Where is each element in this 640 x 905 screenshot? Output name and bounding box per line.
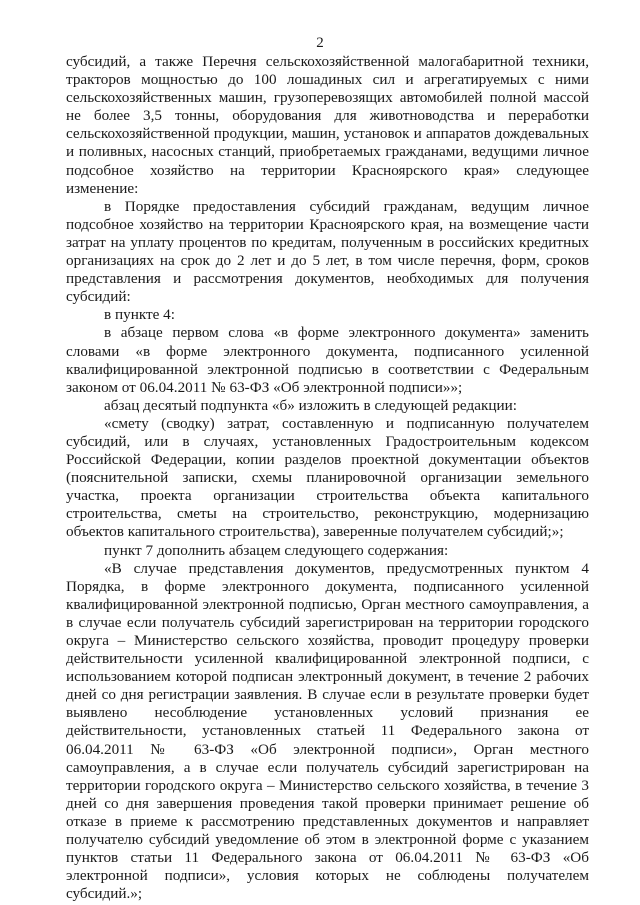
document-body [66, 53, 589, 903]
paragraph-first-abzac-change: в абзаце первом слова «в форме электронного документа» заменить словами «в форме электронного документа, подписанного усиленной квалифицированной электронной подписью в соответствии с Федеральным законом от 06.04.2011 № 63-ФЗ «Об электронной подписи»»; [66, 324, 589, 396]
paragraph-clause-4-heading: в пункте 4: [104, 306, 175, 324]
page-number: 2 [316, 35, 324, 51]
paragraph-continuation: субсидий, а также Перечня сельскохозяйственной малогабаритной техники, тракторов мощностью до 100 лошадиных сил и агрегатируемых с ними сельскохозяйственных машин, грузоперевозящих автомобилей полной массой не более 3,5 тонны, оборудования для животноводства и переработки сельскохозяйственной продукции, машин, установок и аппаратов дождевальных и поливных, насосных станций, приобретаемых гражданами, ведущими личное подсобное хозяйство на территории Красноярского края» следующее изменение: [66, 53, 589, 197]
paragraph-clause-7-text: «В случае представления документов, предусмотренных пунктом 4 Порядка, в форме электронного документа, подписанного усиленной квалифицированной электронной подписью, Орган местного самоуправления, а в случае если получатель субсидий зарегистрирован на территории городского округа – Министерство сельского хозяйства, проводит процедуру проверки действительности усиленной квалифицированной электронной подписи, с использованием которой подписан электронный документ, в течение 2 рабочих дней со дня регистрации заявления. В случае если в результате проверки будет выявлено несоблюдение установленных условий признания ее действительности, установленных статьей 11 Федерального закона от 06.04.2011 № 63-ФЗ «Об электронной подписи», Орган местного самоуправления, а в случае если получатель субсидий зарегистрирован на территории городского округа – Министерство сельского хозяйства, в течение 3 дней со дня завершения проведения такой проверки принимает решение об отказе в приеме к рассмотрению представленных документов и направляет получателю субсидий уведомление об этом в электронной форме с указанием пунктов статьи 11 Федерального закона от 06.04.2011 № 63-ФЗ «Об электронной подписи», условия которых не соблюдены получателем субсидий.»; [66, 559, 589, 903]
paragraph-estimate-text: «смету (сводку) затрат, составленную и подписанную получателем субсидий, или в случаях, установленных Градостроительным кодексом Российской Федерации, копии разделов проектной документации объектов (пояснительной записки, схемы планировочной организации земельного участка, проекта организации строительства объекта капитального строительства, сметы на строительство, реконструкцию, модернизацию объектов капитального строительства), заверенные получателем субсидий;»; [66, 414, 589, 541]
paragraph-clause-7-heading: пункт 7 дополнить абзацем следующего содержания: [104, 541, 449, 559]
paragraph-procedure: в Порядке предоставления субсидий гражданам, ведущим личное подсобное хозяйство на территории Красноярского края, на возмещение части затрат на уплату процентов по кредитам, полученным в российских кредитных организациях на срок до 2 лет и до 5 лет, в том числе перечня, форм, сроков представления и рассмотрения документов, необходимых для получения субсидий: [66, 197, 589, 306]
paragraph-tenth-abzac-heading: абзац десятый подпункта «б» изложить в следующей редакции: [104, 396, 517, 414]
